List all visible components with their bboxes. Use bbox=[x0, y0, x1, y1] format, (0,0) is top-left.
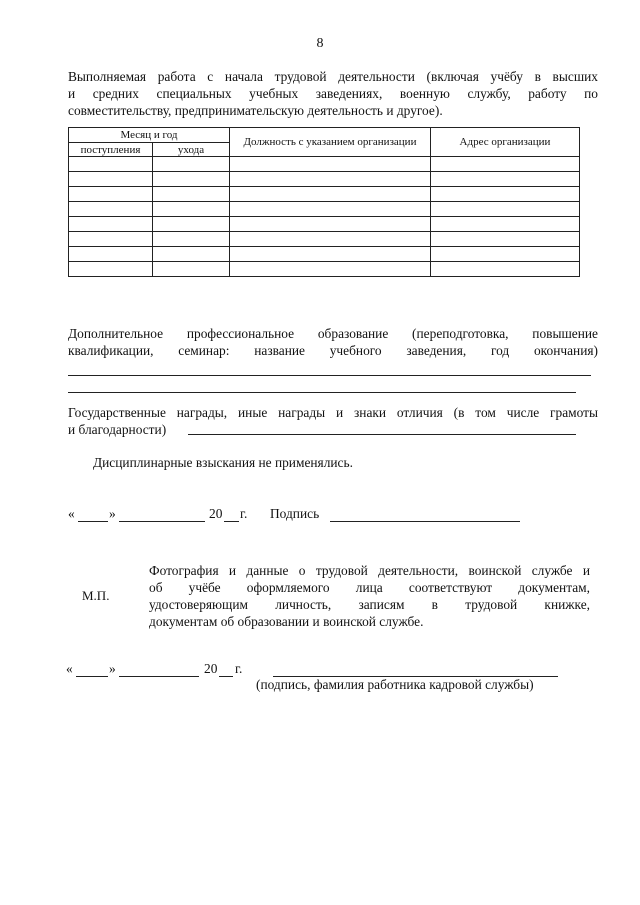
work-history-intro-line2: и средних специальных учебных заведениях, военную службу, работу по bbox=[68, 86, 598, 101]
work-history-intro bbox=[68, 68, 598, 119]
signature-label: Подпись bbox=[270, 506, 320, 521]
verification-line2: об учёбе оформляемого лица соответствуют документам, bbox=[149, 580, 590, 595]
cell-start[interactable] bbox=[69, 247, 153, 262]
table-row bbox=[69, 217, 580, 232]
verification-line3: удостоверяющим личность, записям в трудовой книжке, bbox=[149, 597, 590, 612]
awards-blank[interactable] bbox=[188, 434, 576, 435]
cell-address[interactable] bbox=[431, 157, 580, 172]
date-year-suffix: г. bbox=[240, 506, 248, 521]
work-history-intro-line1: Выполняемая работа с начала трудовой деятельности (включая учёбу в высших bbox=[68, 69, 598, 84]
cell-address[interactable] bbox=[431, 262, 580, 277]
cell-position[interactable] bbox=[230, 172, 431, 187]
cell-position[interactable] bbox=[230, 232, 431, 247]
cell-position[interactable] bbox=[230, 187, 431, 202]
work-history-intro-line3: совместительству, предпринимательскую деятельность и другое). bbox=[68, 103, 443, 118]
header-start: поступления bbox=[69, 143, 153, 157]
table-row bbox=[69, 157, 580, 172]
cell-position[interactable] bbox=[230, 157, 431, 172]
additional-education-line2: квалификации, семинар: название учебного заведения, год окончания) bbox=[68, 343, 598, 358]
cell-start[interactable] bbox=[69, 157, 153, 172]
date-year-prefix: 20 bbox=[209, 506, 223, 521]
cell-end[interactable] bbox=[153, 202, 230, 217]
page-number: 8 bbox=[316, 36, 324, 51]
verification-text bbox=[149, 562, 590, 630]
cell-end[interactable] bbox=[153, 232, 230, 247]
cell-address[interactable] bbox=[431, 217, 580, 232]
table-row bbox=[69, 172, 580, 187]
cell-address[interactable] bbox=[431, 202, 580, 217]
table-header-row bbox=[69, 128, 580, 143]
additional-education-blank-1[interactable] bbox=[68, 375, 591, 376]
cell-start[interactable] bbox=[69, 202, 153, 217]
additional-education-line1: Дополнительное профессиональное образование (переподготовка, повышение bbox=[68, 326, 598, 341]
additional-education-blank-2[interactable] bbox=[68, 392, 576, 393]
hr-signature-caption: (подпись, фамилия работника кадровой службы) bbox=[256, 677, 534, 692]
hr-date-year-blank[interactable] bbox=[219, 676, 233, 677]
date-month-blank[interactable] bbox=[119, 521, 205, 522]
awards-line1: Государственные награды, иные награды и знаки отличия (в том числе грамоты bbox=[68, 405, 598, 420]
awards-line2: и благодарности) bbox=[68, 422, 167, 437]
date-quote-open: « bbox=[68, 506, 75, 521]
cell-end[interactable] bbox=[153, 157, 230, 172]
cell-position[interactable] bbox=[230, 247, 431, 262]
cell-position[interactable] bbox=[230, 262, 431, 277]
verification-line1: Фотография и данные о трудовой деятельности, воинской службе и bbox=[149, 563, 590, 578]
awards bbox=[68, 404, 598, 438]
hr-date-year-suffix: г. bbox=[235, 661, 243, 676]
table-row bbox=[69, 232, 580, 247]
hr-date-quote-close: » bbox=[109, 661, 116, 676]
header-month-year: Месяц и год bbox=[69, 128, 230, 143]
cell-start[interactable] bbox=[69, 172, 153, 187]
cell-end[interactable] bbox=[153, 217, 230, 232]
cell-address[interactable] bbox=[431, 232, 580, 247]
date-quote-close: » bbox=[109, 506, 116, 521]
cell-start[interactable] bbox=[69, 232, 153, 247]
table-row bbox=[69, 187, 580, 202]
cell-address[interactable] bbox=[431, 247, 580, 262]
header-position: Должность с указанием организации bbox=[230, 128, 431, 157]
cell-position[interactable] bbox=[230, 217, 431, 232]
stamp-label: М.П. bbox=[82, 588, 110, 603]
signature-blank[interactable] bbox=[330, 521, 520, 522]
cell-end[interactable] bbox=[153, 172, 230, 187]
date-year-blank[interactable] bbox=[224, 521, 239, 522]
work-history-rows bbox=[69, 157, 580, 277]
cell-address[interactable] bbox=[431, 187, 580, 202]
cell-start[interactable] bbox=[69, 262, 153, 277]
work-history-table bbox=[68, 127, 580, 277]
cell-start[interactable] bbox=[69, 187, 153, 202]
cell-position[interactable] bbox=[230, 202, 431, 217]
table-row bbox=[69, 202, 580, 217]
additional-education bbox=[68, 325, 598, 359]
cell-end[interactable] bbox=[153, 247, 230, 262]
cell-end[interactable] bbox=[153, 187, 230, 202]
cell-end[interactable] bbox=[153, 262, 230, 277]
table-row bbox=[69, 247, 580, 262]
hr-date-quote-open: « bbox=[66, 661, 73, 676]
date-day-blank[interactable] bbox=[78, 521, 108, 522]
hr-date-year-prefix: 20 bbox=[204, 661, 218, 676]
table-row bbox=[69, 262, 580, 277]
discipline-statement: Дисциплинарные взыскания не применялись. bbox=[93, 455, 353, 470]
hr-date-month-blank[interactable] bbox=[119, 676, 199, 677]
hr-date-day-blank[interactable] bbox=[76, 676, 108, 677]
header-address: Адрес организации bbox=[431, 128, 580, 157]
cell-start[interactable] bbox=[69, 217, 153, 232]
cell-address[interactable] bbox=[431, 172, 580, 187]
header-end: ухода bbox=[153, 143, 230, 157]
verification-line4: документам об образовании и воинской службе. bbox=[149, 614, 424, 629]
